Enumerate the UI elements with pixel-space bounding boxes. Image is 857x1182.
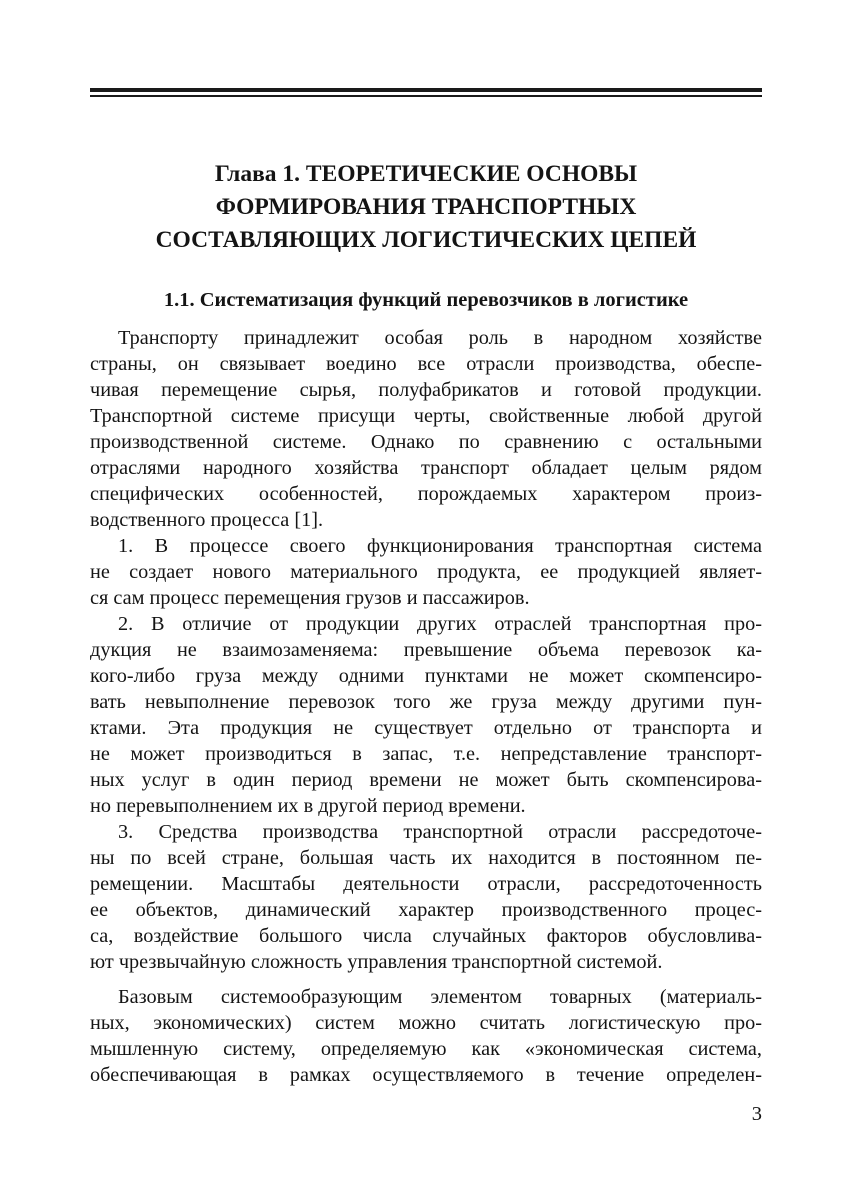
text-line: не может производиться в запас, т.е. непредставление транспорт- [90, 743, 762, 765]
section-title: 1.1. Систематизация функций перевозчиков в логистике [163, 289, 689, 311]
text-line: чивая перемещение сырья, полуфабрикатов и готовой продукции. [90, 379, 762, 401]
chapter-title-line: ФОРМИРОВАНИЯ ТРАНСПОРТНЫХ [215, 194, 637, 220]
text-line: 1. В процессе своего функционирования транспортная система [118, 535, 762, 557]
text-line: ее объектов, динамический характер производственного процес- [90, 899, 762, 921]
header-rule-thick [90, 88, 762, 92]
text-line: ют чрезвычайную сложность управления транспортной системой. [90, 951, 663, 973]
text-line: ремещении. Масштабы деятельности отрасли, рассредоточенность [90, 873, 762, 895]
text-line: Транспортной системе присущи черты, свойственные любой другой [90, 405, 762, 427]
page-number: 3 [751, 1103, 762, 1125]
text-line: отраслями народного хозяйства транспорт обладает целым рядом [90, 457, 762, 479]
text-line: са, воздействие большого числа случайных факторов обусловлива- [90, 925, 762, 947]
text-line: специфических особенностей, порождаемых характером произ- [90, 483, 762, 505]
text-line: обеспечивающая в рамках осуществляемого в течение определен- [90, 1064, 762, 1086]
paragraph [90, 611, 762, 819]
text-line: Базовым системообразующим элементом товарных (материаль- [118, 986, 762, 1008]
header-rule-thin [90, 95, 762, 97]
paragraph [90, 533, 762, 611]
paragraph [90, 819, 762, 975]
text-line: ктами. Эта продукция не существует отдельно от транспорта и [90, 717, 762, 739]
text-line: не создает нового материального продукта, ее продукцией являет- [90, 561, 762, 583]
paragraph [90, 325, 762, 533]
text-line: дукция не взаимозаменяема: превышение объема перевозок ка- [90, 639, 762, 661]
body-text [90, 325, 762, 1088]
text-line: 3. Средства производства транспортной отрасли рассредоточе- [118, 821, 762, 843]
paragraph [90, 984, 762, 1088]
text-line: водственного процесса [1]. [90, 509, 324, 531]
text-line: ных услуг в один период времени не может быть скомпенсирова- [90, 769, 762, 791]
text-line: Транспорту принадлежит особая роль в народном хозяйстве [118, 327, 762, 349]
chapter-title [90, 158, 762, 257]
text-line: 2. В отличие от продукции других отраслей транспортная про- [118, 613, 762, 635]
text-line: но перевыполнением их в другой период времени. [90, 795, 526, 817]
text-line: кого-либо груза между одними пунктами не может скомпенсиро- [90, 665, 762, 687]
text-line: ных, экономических) систем можно считать логистическую про- [90, 1012, 762, 1034]
text-line: мышленную систему, определяемую как «экономическая система, [90, 1038, 762, 1060]
text-line: ны по всей стране, большая часть их находится в постоянном пе- [90, 847, 762, 869]
chapter-title-line: СОСТАВЛЯЮЩИХ ЛОГИСТИЧЕСКИХ ЦЕПЕЙ [155, 227, 697, 253]
text-line: вать невыполнение перевозок того же груза между другими пун- [90, 691, 762, 713]
chapter-title-line: Глава 1. ТЕОРЕТИЧЕСКИЕ ОСНОВЫ [214, 161, 638, 187]
text-line: страны, он связывает воедино все отрасли производства, обеспе- [90, 353, 762, 375]
text-line: производственной системе. Однако по сравнению с остальными [90, 431, 762, 453]
text-line: ся сам процесс перемещения грузов и пассажиров. [90, 587, 530, 609]
